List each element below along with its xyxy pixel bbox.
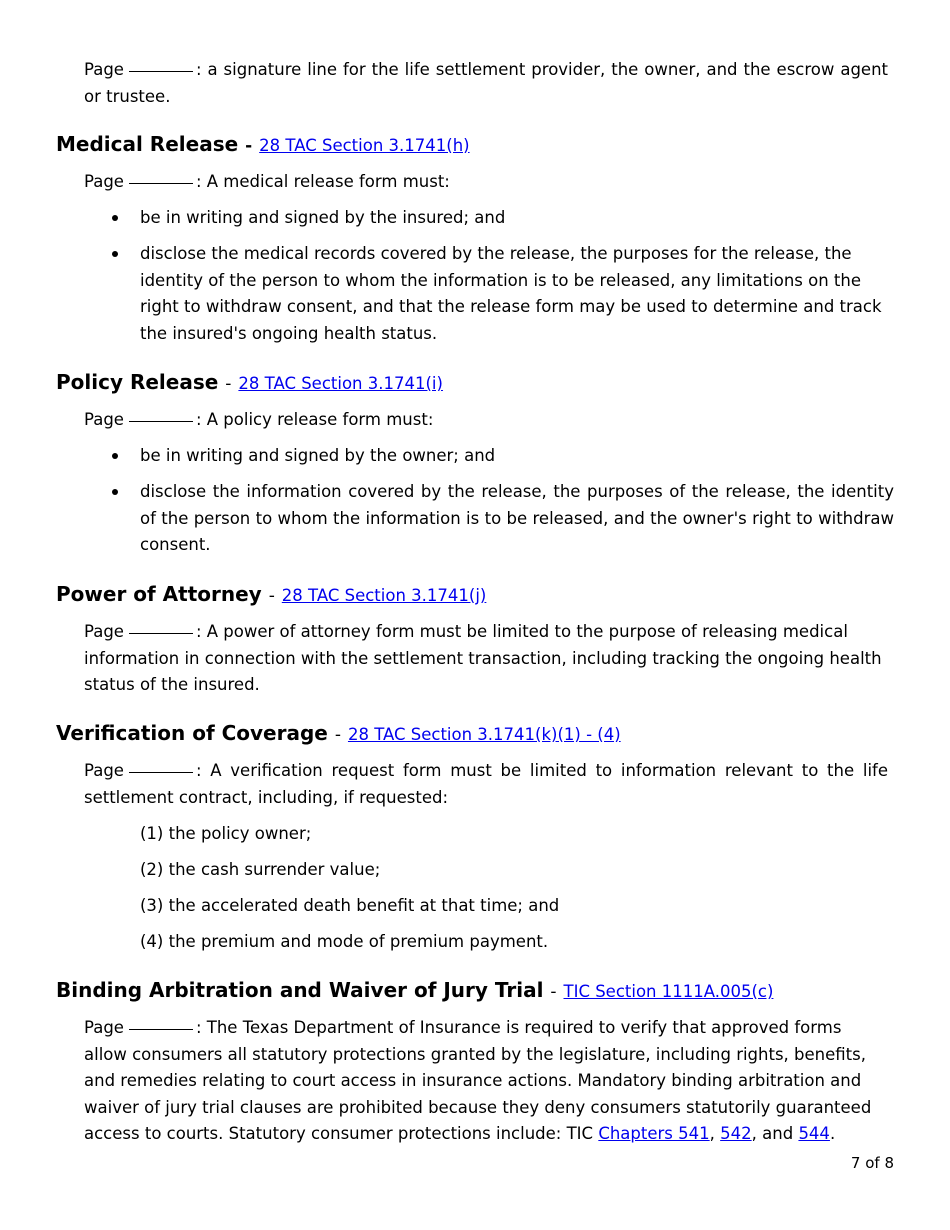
page-blank	[129, 1028, 193, 1030]
page-label: Page	[84, 172, 124, 191]
chapters-541-link[interactable]: Chapters 541	[598, 1124, 710, 1143]
verification-text: : A verification request form must be limited to information relevant to the life settlement contract, including, if requested:	[84, 761, 888, 807]
heading-title: Policy Release	[56, 370, 219, 394]
chapter-544-link[interactable]: 544	[798, 1124, 830, 1143]
page-label: Page	[84, 410, 124, 429]
policy-release-text: : A policy release form must:	[195, 410, 434, 429]
heading-title: Binding Arbitration and Waiver of Jury Trial	[56, 978, 544, 1002]
medical-release-heading	[56, 130, 470, 160]
verification-item-3: (3) the accelerated death benefit at that time; and	[140, 896, 560, 915]
verification-item-2: (2) the cash surrender value;	[140, 860, 381, 879]
and-text: , and	[751, 1124, 794, 1143]
arbitration-text: : The Texas Department of Insurance is required to verify that approved forms allow consumers all statutory protections granted by the legislature, including rights, benefits, and remedies relating to court access in insurance actions. Mandatory binding arbitration and waiver of jury trial clauses are prohibited because they deny consumers statutorily guaranteed access to courts. Statutory consumer protections include: TIC	[84, 1018, 872, 1143]
intro-paragraph	[84, 57, 888, 110]
page-blank	[129, 420, 193, 422]
medical-release-text: : A medical release form must:	[195, 172, 450, 191]
policy-bullet-1: be in writing and signed by the owner; and	[140, 446, 496, 465]
power-of-attorney-heading	[56, 580, 486, 610]
power-of-attorney-paragraph	[84, 619, 888, 699]
verification-paragraph	[84, 758, 888, 811]
bullet-icon	[112, 205, 120, 213]
period: .	[829, 1124, 836, 1143]
heading-separator: -	[225, 374, 232, 394]
heading-separator: -	[334, 725, 341, 745]
heading-separator: -	[245, 136, 253, 156]
policy-bullet-2: disclose the information covered by the release, the purposes of the release, the identity of the person to whom the information is to be released, and the owner's right to withdraw consent.	[140, 482, 894, 554]
page-label: Page	[84, 60, 124, 79]
medical-bullet-2: disclose the medical records covered by the release, the purposes for the release, the identity of the person to whom the information is to be released, any limitations on the right to withdraw consent, and that the release form may be used to determine and track the insured's ongoing health status.	[140, 244, 882, 343]
verification-item-1: (1) the policy owner;	[140, 824, 312, 843]
heading-title: Verification of Coverage	[56, 721, 328, 745]
policy-release-link[interactable]: 28 TAC Section 3.1741(i)	[238, 374, 443, 393]
verification-item-4: (4) the premium and mode of premium payment.	[140, 932, 549, 951]
page-blank	[129, 70, 193, 72]
bullet-icon	[112, 479, 120, 487]
arbitration-paragraph	[84, 1015, 888, 1148]
page-number: 7 of 8	[850, 1154, 894, 1172]
policy-release-intro	[84, 407, 888, 434]
policy-release-heading	[56, 368, 443, 398]
heading-title: Power of Attorney	[56, 582, 262, 606]
page-label: Page	[84, 1018, 124, 1037]
heading-title: Medical Release	[56, 132, 239, 156]
arbitration-link[interactable]: TIC Section 1111A.005(c)	[563, 982, 774, 1001]
heading-separator: -	[550, 982, 557, 1002]
page-label: Page	[84, 622, 124, 641]
power-of-attorney-text: : A power of attorney form must be limited to the purpose of releasing medical information in connection with the settlement transaction, including tracking the ongoing health status of the insured.	[84, 622, 882, 694]
verification-heading	[56, 719, 621, 749]
verification-link[interactable]: 28 TAC Section 3.1741(k)(1) - (4)	[347, 725, 621, 744]
page-label: Page	[84, 761, 124, 780]
intro-text: : a signature line for the life settlement provider, the owner, and the escrow agent or trustee.	[84, 60, 888, 106]
heading-separator: -	[268, 586, 275, 606]
arbitration-heading	[56, 976, 773, 1006]
medical-release-link[interactable]: 28 TAC Section 3.1741(h)	[259, 136, 470, 155]
medical-bullet-1: be in writing and signed by the insured; and	[140, 208, 506, 227]
page-blank	[129, 771, 193, 773]
chapter-542-link[interactable]: 542	[720, 1124, 752, 1143]
comma: ,	[709, 1124, 715, 1143]
power-of-attorney-link[interactable]: 28 TAC Section 3.1741(j)	[281, 586, 487, 605]
medical-release-intro	[84, 169, 888, 196]
page-blank	[129, 182, 193, 184]
bullet-icon	[112, 443, 120, 451]
bullet-icon	[112, 241, 120, 249]
page-blank	[129, 632, 193, 634]
